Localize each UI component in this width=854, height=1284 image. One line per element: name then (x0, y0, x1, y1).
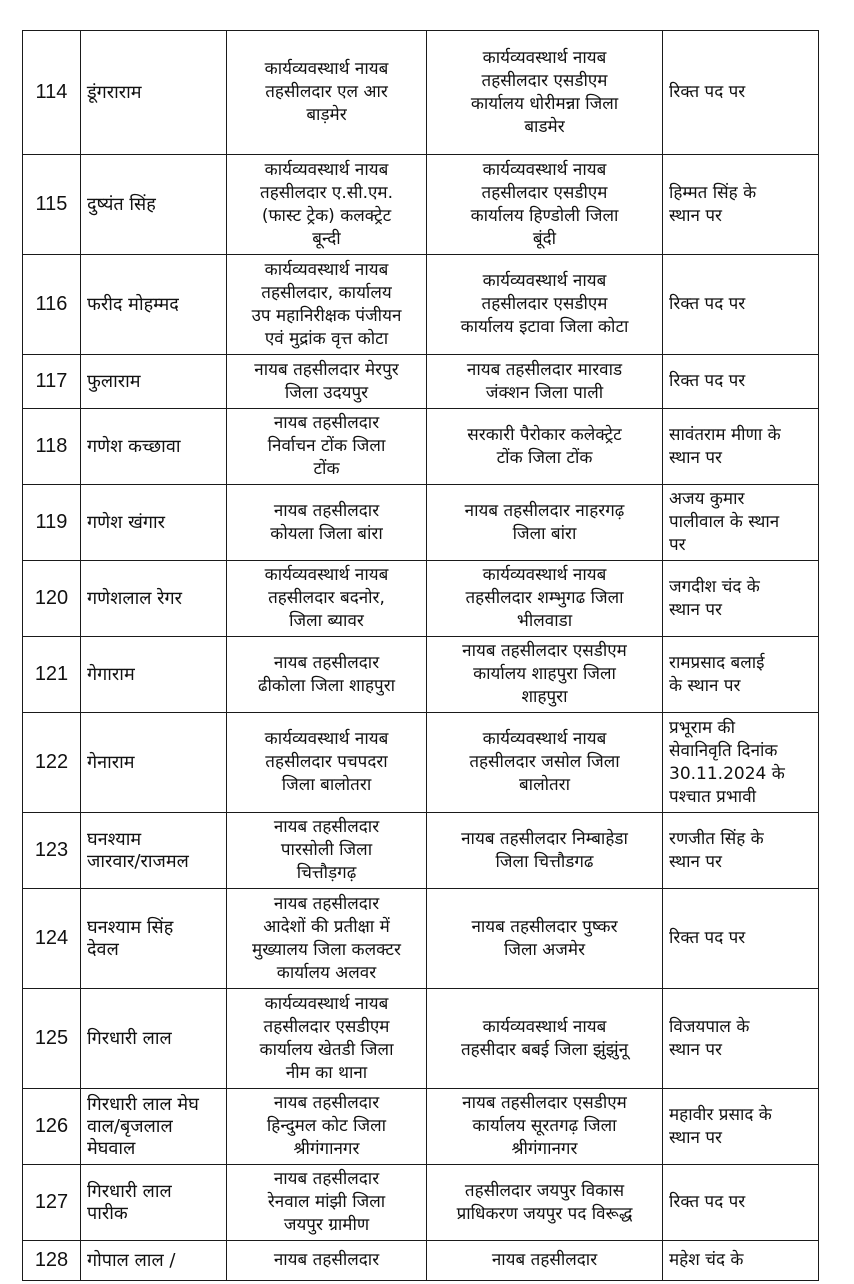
remark-cell (663, 485, 819, 561)
new-post-cell (427, 485, 663, 561)
cell-text-line: जिला ब्यावर (289, 611, 364, 631)
new-post-cell (427, 989, 663, 1089)
cell-text-line: स्थान पर (669, 205, 722, 226)
cell-text-line: स्थान पर (669, 1039, 722, 1060)
cell-text-line: कार्यालय सूरतगढ़ जिला (472, 1116, 617, 1136)
table-row (23, 155, 819, 255)
cell-text-line: कार्यव्यवस्थार्थ नायब (264, 259, 389, 280)
cell-text-line: पश्चात प्रभावी (669, 786, 757, 807)
cell-text-line: कार्यव्यवस्थार्थ नायब (264, 993, 389, 1014)
current-post-cell (227, 813, 427, 889)
employee-name-cell (81, 561, 227, 637)
serial-number-cell: 126 (23, 1089, 81, 1165)
cell-text-line: श्रीगंगानगर (293, 1139, 360, 1159)
cell-text-line: नायब तहसीलदार (273, 1093, 380, 1113)
current-post-cell (227, 355, 427, 409)
transfer-table-body (23, 31, 819, 1281)
remark-cell (663, 713, 819, 813)
employee-name-cell (81, 409, 227, 485)
cell-text-line: कार्यव्यवस्थार्थ नायब (264, 565, 389, 585)
new-post-cell (427, 561, 663, 637)
current-post-cell (227, 713, 427, 813)
employee-name-cell (81, 637, 227, 713)
cell-text-line: घनश्याम सिंह (87, 916, 174, 938)
cell-text-line: गिरधारी लाल मेघ (87, 1093, 199, 1115)
current-post-cell (227, 255, 427, 355)
table-row (23, 561, 819, 637)
cell-text-line: नायब तहसीलदार मेरपुर (254, 359, 399, 380)
cell-text-line: प्राधिकरण जयपुर पद विरूद्ध (456, 1203, 633, 1224)
employee-name-cell (81, 1241, 227, 1281)
new-post-cell (427, 31, 663, 155)
cell-text-line: गणेश कच्छावा (87, 435, 181, 457)
table-row (23, 713, 819, 813)
cell-text-line: गणेश खंगार (87, 511, 165, 533)
current-post-cell (227, 1241, 427, 1281)
table-row (23, 255, 819, 355)
table-row (23, 355, 819, 409)
current-post-cell (227, 889, 427, 989)
cell-text-line: गोपाल लाल / (87, 1249, 176, 1271)
employee-name-cell (81, 889, 227, 989)
cell-text-line: 30.11.2024 के (669, 763, 785, 784)
cell-text-line: कार्यव्यवस्थार्थ नायब (482, 565, 607, 585)
remark-cell (663, 637, 819, 713)
employee-name-cell (81, 1165, 227, 1241)
cell-text-line: आदेशों की प्रतीक्षा में (263, 916, 390, 937)
cell-text-line: रिक्त पद पर (669, 371, 746, 391)
cell-text-line: कार्यालय खेतडी जिला (259, 1039, 394, 1060)
cell-text-line: बाड़मेर (306, 105, 347, 125)
cell-text-line: वाल/बृजलाल (87, 1115, 173, 1137)
cell-text-line: महावीर प्रसाद के (669, 1104, 772, 1125)
current-post-cell (227, 485, 427, 561)
new-post-cell (427, 1241, 663, 1281)
cell-text-line: घनश्याम (87, 828, 142, 850)
cell-text-line: कार्यव्यवस्थार्थ नायब (482, 729, 607, 749)
serial-number-cell: 123 (23, 813, 81, 889)
cell-text-line: कार्यालय शाहपुरा जिला (473, 664, 616, 684)
cell-text-line: उप महानिरीक्षक पंजीयन (251, 305, 402, 326)
new-post-cell (427, 255, 663, 355)
current-post-cell (227, 409, 427, 485)
cell-text-line: नायब तहसीलदार मारवाड (466, 359, 623, 380)
table-row (23, 1165, 819, 1241)
cell-text-line: (फास्ट ट्रेक) कलक्ट्रेट (261, 205, 392, 226)
cell-text-line: नायब तहसीलदार नाहरगढ़ (464, 500, 625, 521)
new-post-cell (427, 409, 663, 485)
cell-text-line: तहसीदार बबई जिला झुंझुंनू (460, 1039, 629, 1060)
cell-text-line: रेनवाल मांझी जिला (267, 1192, 386, 1212)
cell-text-line: बाडमेर (524, 116, 565, 137)
table-row (23, 889, 819, 989)
cell-text-line: दुष्यंत सिंह (87, 193, 156, 215)
cell-text-line: हिम्मत सिंह के (669, 182, 757, 203)
cell-text-line: टोंक (313, 459, 340, 479)
cell-text-line: कोयला जिला बांरा (270, 523, 383, 544)
cell-text-line: कार्यव्यवस्थार्थ नायब (482, 47, 607, 68)
serial-number-cell: 125 (23, 989, 81, 1089)
employee-name-cell (81, 713, 227, 813)
cell-text-line: जारवार/राजमल (87, 850, 189, 872)
remark-cell (663, 155, 819, 255)
cell-text-line: महेश चंद के (669, 1250, 744, 1270)
cell-text-line: निर्वाचन टोंक जिला (267, 436, 386, 456)
serial-number-cell: 117 (23, 355, 81, 409)
cell-text-line: तहसीलदार पचपदरा (265, 752, 388, 772)
cell-text-line: रामप्रसाद बलाई (669, 652, 765, 673)
cell-text-line: गणेशलाल रेगर (87, 587, 183, 609)
current-post-cell (227, 561, 427, 637)
cell-text-line: कार्यव्यवस्थार्थ नायब (482, 159, 607, 180)
cell-text-line: भीलवाडा (516, 611, 573, 631)
new-post-cell (427, 1089, 663, 1165)
cell-text-line: स्थान पर (669, 447, 722, 468)
new-post-cell (427, 713, 663, 813)
cell-text-line: स्थान पर (669, 1127, 722, 1148)
cell-text-line: कार्यालय अलवर (276, 962, 377, 983)
current-post-cell (227, 637, 427, 713)
cell-text-line: फरीद मोहम्मद (87, 293, 179, 315)
cell-text-line: कार्यालय इटावा जिला कोटा (460, 317, 629, 337)
cell-text-line: बून्दी (312, 228, 341, 249)
table-row (23, 637, 819, 713)
employee-name-cell (81, 1089, 227, 1165)
remark-cell (663, 409, 819, 485)
cell-text-line: सरकारी पैरोकार कलेक्ट्रेट (467, 424, 622, 445)
cell-text-line: जंक्शन जिला पाली (485, 382, 604, 403)
cell-text-line: तहसीलदार एसडीएम (263, 1016, 390, 1037)
serial-number-cell: 127 (23, 1165, 81, 1241)
cell-text-line: जिला उदयपुर (284, 382, 369, 403)
remark-cell (663, 1089, 819, 1165)
cell-text-line: नायब तहसीलदार (491, 1250, 598, 1270)
cell-text-line: नायब तहसीलदार पुष्कर (471, 916, 618, 937)
serial-number-cell: 121 (23, 637, 81, 713)
employee-name-cell (81, 813, 227, 889)
remark-cell (663, 1241, 819, 1281)
cell-text-line: तहसीलदार जसोल जिला (469, 752, 620, 772)
cell-text-line: नीम का थाना (285, 1062, 368, 1083)
employee-name-cell (81, 255, 227, 355)
new-post-cell (427, 355, 663, 409)
cell-text-line: विजयपाल के (669, 1016, 750, 1037)
cell-text-line: बालोतरा (518, 775, 571, 795)
remark-cell (663, 989, 819, 1089)
transfer-table (22, 30, 819, 1281)
cell-text-line: तहसीलदार एल आर (265, 82, 388, 102)
cell-text-line: जिला चित्तौडगढ (495, 851, 594, 872)
table-row (23, 1241, 819, 1281)
remark-cell (663, 355, 819, 409)
cell-text-line: नायब तहसीलदार (273, 500, 380, 521)
cell-text-line: कार्यव्यवस्थार्थ नायब (482, 271, 607, 291)
cell-text-line: रिक्त पद पर (669, 928, 746, 948)
cell-text-line: नायब तहसीलदार (273, 1169, 380, 1189)
cell-text-line: गेनाराम (87, 751, 135, 773)
current-post-cell (227, 1089, 427, 1165)
cell-text-line: नायब तहसीलदार एसडीएम (462, 1093, 627, 1113)
cell-text-line: शाहपुरा (521, 687, 568, 707)
cell-text-line: सेवानिवृति दिनांक (669, 740, 778, 761)
cell-text-line: तहसीलदार एसडीएम (481, 70, 608, 91)
serial-number-cell: 114 (23, 31, 81, 155)
cell-text-line: रिक्त पद पर (669, 1192, 746, 1212)
new-post-cell (427, 1165, 663, 1241)
cell-text-line: रणजीत सिंह के (669, 828, 764, 849)
cell-text-line: नायब तहसीलदार (273, 413, 380, 433)
cell-text-line: जयपुर ग्रामीण (283, 1215, 370, 1235)
cell-text-line: देवल (87, 938, 119, 960)
cell-text-line: फुलाराम (87, 370, 141, 392)
cell-text-line: पारीक (87, 1202, 128, 1224)
cell-text-line: तहसीलदार एसडीएम (481, 294, 608, 314)
new-post-cell (427, 637, 663, 713)
employee-name-cell (81, 155, 227, 255)
cell-text-line: पर (669, 535, 686, 555)
cell-text-line: नायब तहसीलदार (273, 1250, 380, 1270)
cell-text-line: श्रीगंगानगर (511, 1139, 578, 1159)
table-row (23, 1089, 819, 1165)
remark-cell (663, 1165, 819, 1241)
cell-text-line: गेगाराम (87, 663, 135, 685)
cell-text-line: जगदीश चंद के (669, 576, 760, 597)
current-post-cell (227, 1165, 427, 1241)
cell-text-line: डूंगराराम (87, 81, 142, 103)
serial-number-cell: 115 (23, 155, 81, 255)
serial-number-cell: 116 (23, 255, 81, 355)
cell-text-line: स्थान पर (669, 599, 722, 620)
serial-number-cell: 119 (23, 485, 81, 561)
cell-text-line: तहसीलदार जयपुर विकास (464, 1180, 625, 1201)
cell-text-line: जिला बालोतरा (281, 775, 372, 795)
cell-text-line: एवं मुद्रांक वृत्त कोटा (264, 328, 389, 349)
cell-text-line: नायब तहसीलदार (273, 893, 380, 914)
cell-text-line: तहसीलदार बदनोर, (268, 588, 385, 608)
cell-text-line: नायब तहसीलदार (273, 817, 380, 837)
new-post-cell (427, 813, 663, 889)
table-row (23, 989, 819, 1089)
cell-text-line: कार्यव्यवस्थार्थ नायब (482, 1016, 607, 1037)
cell-text-line: कार्यव्यवस्थार्थ नायब (264, 159, 389, 180)
table-row (23, 485, 819, 561)
table-row (23, 813, 819, 889)
cell-text-line: पारसोली जिला (280, 840, 373, 860)
cell-text-line: तहसीलदार, कार्यालय (261, 282, 392, 303)
cell-text-line: तहसीलदार ए.सी.एम. (260, 182, 393, 203)
employee-name-cell (81, 485, 227, 561)
employee-name-cell (81, 31, 227, 155)
serial-number-cell: 122 (23, 713, 81, 813)
cell-text-line: रिक्त पद पर (669, 82, 746, 102)
transfer-order-table-page (22, 30, 818, 1281)
employee-name-cell (81, 355, 227, 409)
new-post-cell (427, 889, 663, 989)
serial-number-cell: 128 (23, 1241, 81, 1281)
cell-text-line: कार्यालय धोरीमन्ना जिला (470, 93, 619, 114)
current-post-cell (227, 31, 427, 155)
employee-name-cell (81, 989, 227, 1089)
table-row (23, 31, 819, 155)
table-row (23, 409, 819, 485)
cell-text-line: सावंतराम मीणा के (669, 424, 781, 445)
cell-text-line: मेघवाल (87, 1137, 136, 1159)
remark-cell (663, 255, 819, 355)
cell-text-line: तहसीलदार एसडीएम (481, 182, 608, 203)
cell-text-line: रिक्त पद पर (669, 294, 746, 314)
cell-text-line: के स्थान पर (669, 675, 741, 696)
cell-text-line: कार्यव्यवस्थार्थ नायब (264, 729, 389, 749)
remark-cell (663, 561, 819, 637)
cell-text-line: ढीकोला जिला शाहपुरा (257, 675, 396, 696)
remark-cell (663, 889, 819, 989)
cell-text-line: कार्यव्यवस्थार्थ नायब (264, 59, 389, 79)
cell-text-line: अजय कुमार (669, 489, 745, 509)
cell-text-line: तहसीलदार शम्भुगढ जिला (465, 588, 624, 608)
cell-text-line: स्थान पर (669, 851, 722, 872)
serial-number-cell: 118 (23, 409, 81, 485)
cell-text-line: मुख्यालय जिला कलक्टर (252, 939, 401, 960)
cell-text-line: जिला अजमेर (503, 939, 586, 960)
cell-text-line: पालीवाल के स्थान (669, 512, 780, 532)
cell-text-line: गिरधारी लाल (87, 1027, 172, 1049)
remark-cell (663, 31, 819, 155)
cell-text-line: बूंदी (532, 228, 557, 249)
cell-text-line: नायब तहसीलदार (273, 652, 380, 673)
new-post-cell (427, 155, 663, 255)
serial-number-cell: 120 (23, 561, 81, 637)
cell-text-line: प्रभूराम की (669, 717, 736, 738)
current-post-cell (227, 155, 427, 255)
serial-number-cell: 124 (23, 889, 81, 989)
cell-text-line: चित्तौड़गढ़ (296, 863, 357, 883)
cell-text-line: गिरधारी लाल (87, 1180, 172, 1202)
cell-text-line: नायब तहसीलदार एसडीएम (462, 641, 627, 661)
cell-text-line: कार्यालय हिण्डोली जिला (470, 205, 619, 226)
cell-text-line: हिन्दुमल कोट जिला (266, 1116, 387, 1136)
cell-text-line: नायब तहसीलदार निम्बाहेडा (461, 828, 628, 849)
current-post-cell (227, 989, 427, 1089)
cell-text-line: टोंक जिला टोंक (496, 447, 593, 468)
remark-cell (663, 813, 819, 889)
cell-text-line: जिला बांरा (512, 523, 577, 544)
